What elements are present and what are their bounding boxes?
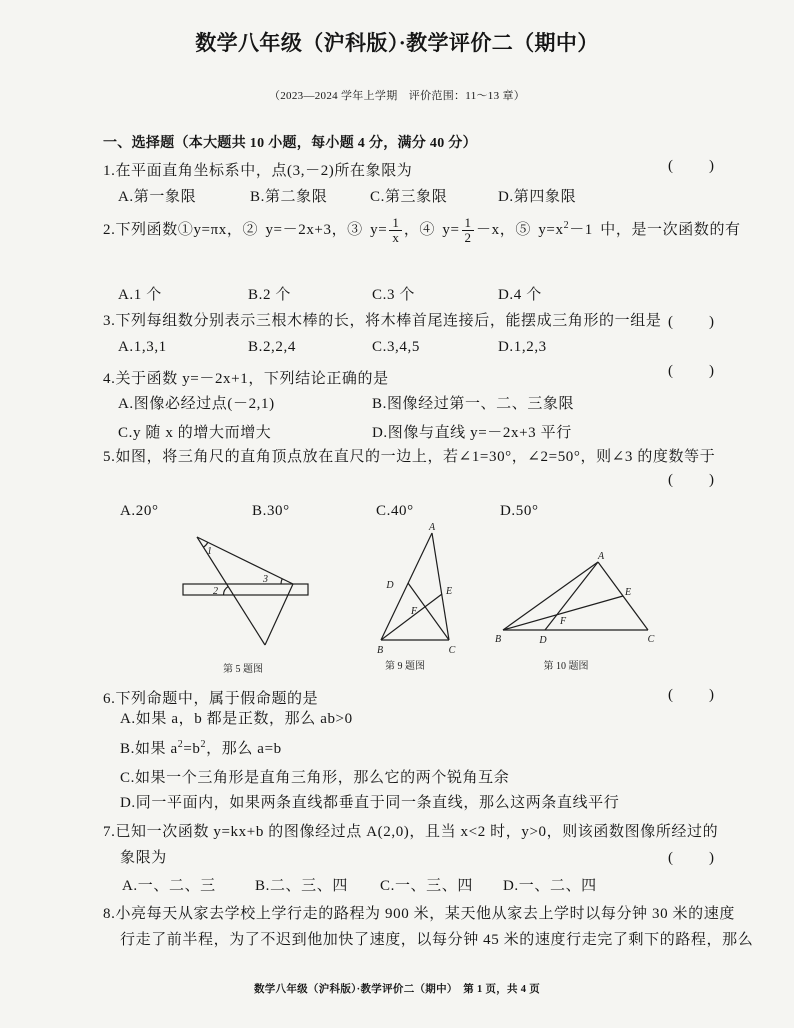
q5-option-b: B.30° [252,503,290,519]
fig9-caption: 第 9 题图 [385,661,425,672]
q3-stem: 3.下列每组数分别表示三根木棒的长，将木棒首尾连接后，能摆成三角形的一组是 [103,313,662,329]
q7-option-a: A.一、二、三 [122,878,216,894]
fig9-label-f: F [410,606,418,617]
fig10-label-a: A [597,551,605,562]
fig10-label-b: B [494,634,502,645]
q2-f4-denominator: 2 [464,230,472,246]
q2-function-5-exponent: 2 [563,220,570,231]
q2-sep-4: ，④ [403,222,443,238]
fig10-segment-ad [545,562,598,630]
q5-option-a: A.20° [120,503,159,519]
section-title: 一、选择题（本大题共 10 小题，每小题 4 分，满分 40 分） [103,136,477,151]
fig10-side-ab [503,562,598,630]
q6-option-b-part-2: =b [183,741,201,757]
q2-function-5-rest: －1 [569,222,593,238]
q3-option-a: A.1,3,1 [118,339,167,355]
q6-option-a: A.如果 a，b 都是正数，那么 ab>0 [120,711,353,727]
fig5-angle-2-arc [223,587,228,596]
q2-f3-denominator: x [392,230,399,246]
page-subtitle: （2023—2024 学年上学期 评价范围：11～13 章） [268,90,526,102]
q2-sep-2: ，② [226,222,266,238]
q6-option-b-exponent-2: 2 [200,739,207,750]
fig5-label-angle-1: 1 [207,546,212,557]
q4-option-d: D.图像与直线 y=－2x+3 平行 [372,425,572,441]
q5-option-c: C.40° [376,503,414,519]
q3-option-d: D.1,2,3 [498,339,547,355]
q1-option-d: D.第四象限 [498,189,577,205]
fig5-triangle-leg-lower [265,584,293,645]
q3-option-c: C.3,4,5 [372,339,420,355]
fig10-label-e: E [624,587,632,598]
q2-function-1: y=πx [193,222,227,238]
q4-answer-bracket: ( ) [668,363,716,379]
q2-option-d: D.4 个 [498,287,542,303]
q7-stem-line-1: 7.已知一次函数 y=kx+b 的图像经过点 A(2,0)，且当 x<2 时，y>0，则该函数图像所经过的 [103,824,719,840]
q7-option-c: C.一、三、四 [380,878,473,894]
fig5-label-angle-2: 2 [213,586,218,597]
q1-stem: 1.在平面直角坐标系中，点(3,－2)所在象限为 [103,163,413,179]
q2-option-c: C.3 个 [372,287,416,303]
q2-function-3-fraction [389,216,402,245]
q2-prefix: 2.下列函数① [103,222,194,238]
q2-suffix: 中，是一次函数的有 [592,222,741,238]
q6-option-b [120,740,282,758]
q3-option-b: B.2,2,4 [248,339,296,355]
q2-sep-5: ，⑤ [499,222,539,238]
q6-option-c: C.如果一个三角形是直角三角形，那么它的两个锐角互余 [120,770,510,786]
q2-sep-3: ，③ [331,222,371,238]
q2-function-5-base: y=x [538,222,564,238]
q2-function-2: y=－2x+3 [265,222,332,238]
q7-answer-bracket: ( ) [668,850,716,866]
q6-option-b-exponent-1: 2 [177,739,184,750]
fig5-caption: 第 5 题图 [223,664,263,675]
figure-10 [495,551,655,672]
q2-f4-numerator: 1 [462,216,475,231]
q5-option-d: D.50° [500,503,539,519]
q5-answer-bracket: ( ) [668,472,716,488]
q7-option-d: D.一、二、四 [503,878,597,894]
page-footer: 数学八年级（沪科版）·教学评价二（期中） 第 1 页，共 4 页 [253,984,541,995]
q8-stem-line-1: 8.小亮每天从家去学校上学行走的路程为 900 米，某天他从家去上学时以每分钟 30 米的速度 [103,906,735,922]
q6-option-b-part-3: ，那么 a=b [206,741,282,757]
q6-stem: 6.下列命题中，属于假命题的是 [103,691,319,707]
q3-answer-bracket: ( ) [668,314,716,330]
q2-stem [103,213,741,247]
q7-stem-line-2: 象限为 [120,850,167,866]
q4-stem: 4.关于函数 y=－2x+1，下列结论正确的是 [103,371,389,387]
fig5-angle-3-arc [281,579,282,584]
q2-function-4-rest: －x [476,222,500,238]
fig10-label-f: F [559,616,567,627]
q2-function-4-lhs: y= [442,222,460,238]
q4-option-b: B.图像经过第一、二、三象限 [372,396,575,412]
fig9-label-a: A [428,522,436,533]
q2-f3-numerator: 1 [389,216,402,231]
fig9-label-c: C [448,645,456,656]
q4-option-c: C.y 随 x 的增大而增大 [118,425,272,441]
q8-stem-line-2: 行走了前半程，为了不迟到他加快了速度，以每分钟 45 米的速度行走完了剩下的路程，那么 [120,932,754,948]
q1-option-c: C.第三象限 [370,189,448,205]
page-title: 数学八年级（沪科版）·教学评价二（期中） [195,31,599,55]
figure-5 [183,537,308,675]
fig10-caption: 第 10 题图 [543,661,589,672]
fig9-label-b: B [376,645,384,656]
q6-option-d: D.同一平面内，如果两条直线都垂直于同一条直线，那么这两条直线平行 [120,795,620,811]
fig9-label-d: D [386,580,394,591]
q4-option-a: A.图像必经过点(－2,1) [118,396,275,412]
q1-option-b: B.第二象限 [250,189,328,205]
q1-option-a: A.第一象限 [118,189,197,205]
q6-answer-bracket: ( ) [668,687,716,703]
fig10-label-c: C [647,634,655,645]
q6-option-b-part-1: B.如果 a [120,741,178,757]
q2-option-b: B.2 个 [248,287,292,303]
q1-answer-bracket: ( ) [668,158,716,174]
q2-function-3-lhs: y= [370,222,388,238]
figure-9 [377,522,456,672]
q5-stem: 5.如图，将三角尺的直角顶点放在直尺的一边上，若∠1=30°，∠2=50°，则∠3 的度数等于 [103,449,716,465]
fig10-label-d: D [539,635,547,646]
q7-option-b: B.二、三、四 [255,878,348,894]
fig5-label-angle-3: 3 [263,574,268,585]
q2-option-a: A.1 个 [118,287,162,303]
q2-function-4-fraction [462,216,475,245]
fig9-label-e: E [445,586,453,597]
